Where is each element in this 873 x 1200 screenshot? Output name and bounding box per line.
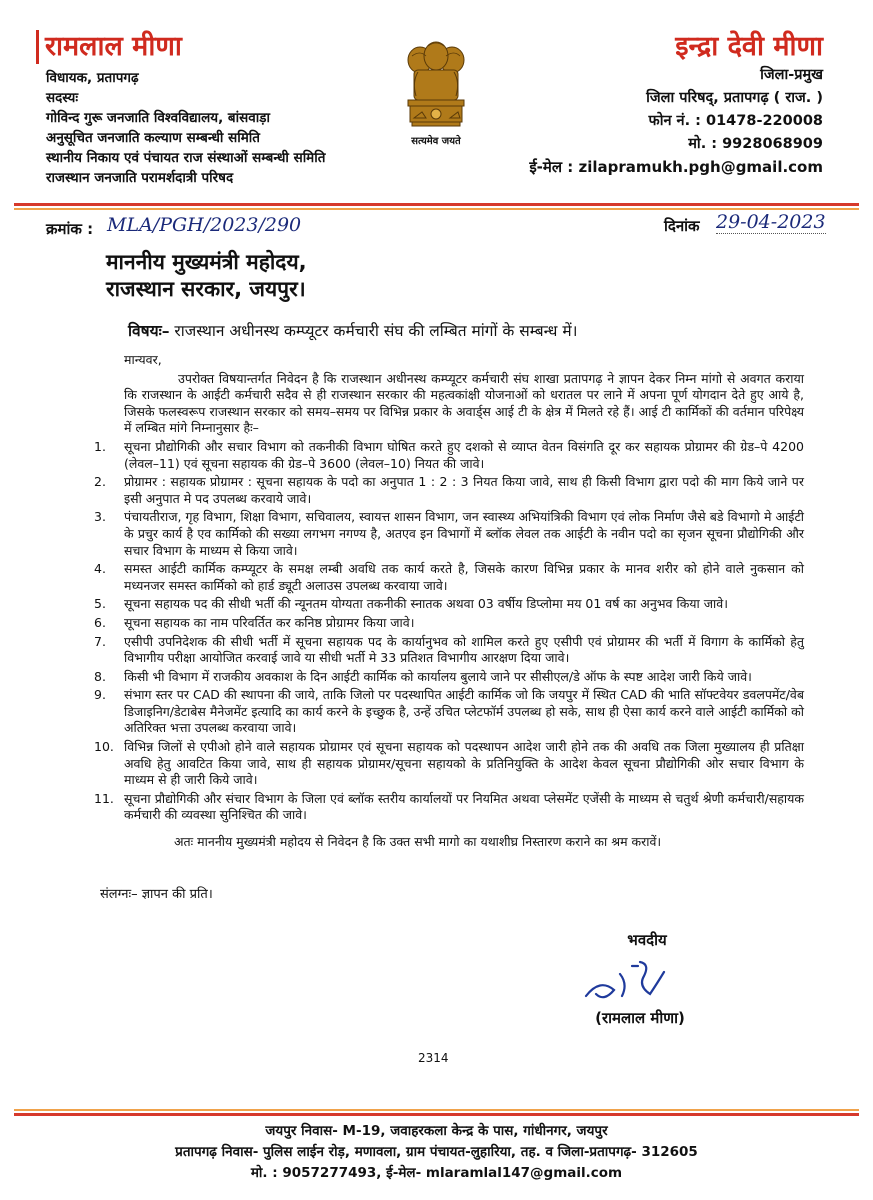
demand-item: 10. विभिन्न जिलों से एपीओ होने वाले सहायक प्रोग्रामर एवं सूचना सहायक को पदस्थापन आदेश जारी होने तक की अवधि तक जिला मुख्यालय ही प्रतिक्षा अवधि हेतु आवटित किया जावे, साथ ही सहायक प्रोग्रामर/सूचना सहायको के प्रतिनियुक्ति के आदेश केवल सूचना प्रौद्योगिकी ओर सचार विभाग के माध्यम से ही जारी किये जावे। xyxy=(94,739,804,788)
header-divider-red xyxy=(14,203,859,206)
membership-item: राजस्थान जनजाति परामर्शदात्री परिषद xyxy=(46,170,234,186)
office-phone: फोन नं. : 01478-220008 xyxy=(648,113,823,129)
letterhead-right xyxy=(493,30,823,179)
header-divider-orange xyxy=(14,208,859,210)
national-emblem-icon xyxy=(398,38,474,148)
zila-pramukh-designation: जिला-प्रमुख xyxy=(760,67,823,83)
mla-designation: विधायक, प्रतापगढ़ xyxy=(46,70,139,86)
date-label: दिनांक xyxy=(664,217,700,235)
emblem-motto: सत्यमेव जयते xyxy=(411,136,461,147)
footer-addresses xyxy=(0,1121,873,1184)
reference-label: क्रमांक : xyxy=(46,220,94,238)
footer-jaipur-address: जयपुर निवास- M-19, जवाहरकला केन्द्र के पास, गांधीनगर, जयपुर xyxy=(265,1123,608,1139)
date-value: 29-04-2023 xyxy=(716,211,826,233)
letter-body xyxy=(94,352,804,851)
demand-item: 1. सूचना प्रौद्योगिकी और सचार विभाग को तकनीकी विभाग घोषित करते हुए दशको से व्याप्त वेतन विसंगति दूर कर सहायक प्रोग्रामर की ग्रेड–पे 4200 (लेवल–11) एवं सूचना सहायक की ग्रेड–पे 3600 (लेवल–10) नियत की जावे। xyxy=(94,438,804,471)
membership-label: सदस्यः xyxy=(46,90,79,106)
mla-name: रामलाल मीणा xyxy=(36,30,416,64)
demand-item: 3. पंचायतीराज, गृह विभाग, शिक्षा विभाग, सचिवालय, स्वायत्त शासन विभाग, जन स्वास्थ्य अभियांत्रिकी विभाग एवं लोक निर्माण जैसे बडे विभागो मे आईटी के प्रचुर कार्य है एव कार्मिको की सख्या लगभग नगण्य है, अतएव इन विभागों में ब्लॉक लेवल तक आईटी के नवीन पदो का सृजन सूचना प्रौद्योगिकी और सचार विभाग के माध्यम से किया जावे। xyxy=(94,509,804,558)
demand-item: 7. एसीपी उपनिदेशक की सीधी भर्ती में सूचना सहायक पद के कार्यानुभव को शामिल करते हुए एसीपी एवं प्रोग्रामर की भर्ती में विगाग के कार्मिको हेतु विभागीय परीक्षा आयोजित करवाई जावे या सीधी भर्ती मे 33 प्रतिशत विभागीय आरक्षण दिया जावे। xyxy=(94,633,804,666)
zila-pramukh-name: इन्द्रा देवी मीणा xyxy=(675,31,823,62)
footer-divider-orange xyxy=(14,1109,859,1111)
office-email: ई-मेल : zilapramukh.pgh@gmail.com xyxy=(529,158,823,176)
demand-item: 11. सूचना प्रौद्योगिकी और संचार विभाग के जिला एवं ब्लॉक स्तरीय कार्यालयों पर नियमित अथवा प्लेसमेंट एजेंसी के माध्यम से चतुर्थ श्रेणी कर्मचारी/सहायक कर्मचारी की व्यवस्था सुनिश्चित की जावे। xyxy=(94,790,804,823)
demands-list xyxy=(94,438,804,824)
subject-text: राजस्थान अधीनस्थ कम्प्यूटर कर्मचारी संघ की लम्बित मांगों के सम्बन्ध में। xyxy=(174,322,578,340)
signature-block xyxy=(560,930,720,1028)
demand-item: 8. किसी भी विभाग में राजकीय अवकाश के दिन आईटी कार्मिक को कार्यालय बुलाये जाने पर सीसीएल/डे ऑफ के स्पष्ट आदेश जारी किये जावे। xyxy=(94,668,752,684)
footer-pratapgarh-address: प्रतापगढ़ निवास- पुलिस लाईन रोड़, मणावला, ग्राम पंचायत-लुहारिया, तह. व जिला-प्रतापगढ़- 312605 xyxy=(175,1144,698,1160)
demand-item: 6. सूचना सहायक का नाम परिवर्तित कर कनिष्ठ प्रोग्रामर किया जावे। xyxy=(94,614,415,630)
demand-item: 4. समस्त आईटी कार्मिक कम्प्यूटर के समक्ष लम्बी अवधि तक कार्य करते है, जिसके कारण विभिन्न प्रकार के मानव शरीर को होने वाले नुकसान को मध्यनजर समस्त कार्मिको को हार्ड ड्यूटी अलाउस उपलब्ध करवाया जावे। xyxy=(94,561,804,593)
addressee-line: माननीय मुख्यमंत्री महोदय, xyxy=(106,250,307,274)
enclosure-note: संलग्नः– ज्ञापन की प्रति। xyxy=(100,887,213,902)
addressee-line: राजस्थान सरकार, जयपुर। xyxy=(106,277,306,301)
zila-parishad-office: जिला परिषद्, प्रतापगढ़ ( राज. ) xyxy=(646,90,823,106)
membership-item: गोविन्द गुरू जनजाति विश्वविद्यालय, बांसवाड़ा xyxy=(46,110,270,126)
demand-item: 5. सूचना सहायक पद की सीधी भर्ती की न्यूनतम योग्यता तकनीकी स्नातक अथवा 03 वर्षीय डिप्लोमा मय 01 वर्ष का अनुभव किया जावे। xyxy=(94,596,728,612)
office-mobile: मो. : 9928068909 xyxy=(688,136,823,152)
demand-item: 9. संभाग स्तर पर CAD की स्थापना की जाये, ताकि जिलो पर पदस्थापित आईटी कार्मिक जो कि जयपुर में स्थित CAD की भाति सॉफ्टवेयर डवलपमेंट/वेब डिजाइनिग/डेटाबेस मैनेजमेंट इत्यादि का कार्य करने के इच्छुक है, उन्हें उचित प्लेटफॉर्म उपलब्ध हो सके, साथ ही ऐसा कार्य करने वाले आईटी कार्मिको को अतिरिक्त भत्ता उपलब्ध करवाया जावे। xyxy=(94,687,804,736)
signatory-name: (रामलाल मीणा) xyxy=(595,1009,685,1027)
footer-divider-red xyxy=(14,1113,859,1116)
addressee xyxy=(106,249,307,303)
salutation: मान्यवर, xyxy=(124,352,162,367)
subject-label: विषयः– xyxy=(128,322,170,340)
reference-number: MLA/PGH/2023/290 xyxy=(107,214,302,236)
valediction: भवदीय xyxy=(627,931,667,949)
page-number: 2314 xyxy=(418,1051,449,1065)
closing-paragraph: अतः माननीय मुख्यमंत्री महोदय से निवेदन है कि उक्त सभी मागो का यथाशीघ्र निस्तारण कराने का श्रम करावें। xyxy=(174,834,662,850)
demand-item: 2. प्रोग्रामर : सहायक प्रोग्रामर : सूचना सहायक के पदो का अनुपात 1 : 2 : 3 नियत किया जावे, साथ ही किसी विभाग द्वारा पदो की माग किये जाने पर इसी अनुपात मे पद उपलब्ध करवाये जावे। xyxy=(94,474,804,506)
membership-item: अनुसूचित जनजाति कल्याण सम्बन्धी समिति xyxy=(46,130,260,146)
intro-paragraph: उपरोक्त विषयान्तर्गत निवेदन है कि राजस्थान अधीनस्थ कम्प्यूटर कर्मचारी संघ शाखा प्रतापगढ़ ने ज्ञापन देकर निम्न मांगो से अवगत कराया कि राजस्थान के आईटी कर्मचारी सदैव से ही राजस्थान सरकार की महत्वकांक्षी योजनाओं को धरातल पर लाने में अपना पूर्ण योगदान देते हुए आये है, जिसके फलस्वरूप राजस्थान सरकार को समय–समय पर विभिन्न प्रकार के अवार्ड्स आई टी के क्षेत्र में मिलते रहे हैं। आई टी कार्मिकों की वर्तमान परिपेक्ष्य में लम्बित मांगे निम्नानुसार हैः– xyxy=(124,370,804,436)
subject-line xyxy=(128,319,578,341)
membership-item: स्थानीय निकाय एवं पंचायत राज संस्थाओं सम्बन्धी समिति xyxy=(46,150,326,166)
handwritten-signature-icon xyxy=(580,952,700,1012)
footer-contact: मो. : 9057277493, ई-मेल- mlaramlal147@gmail.com xyxy=(250,1165,623,1181)
letterhead-left xyxy=(36,30,416,188)
